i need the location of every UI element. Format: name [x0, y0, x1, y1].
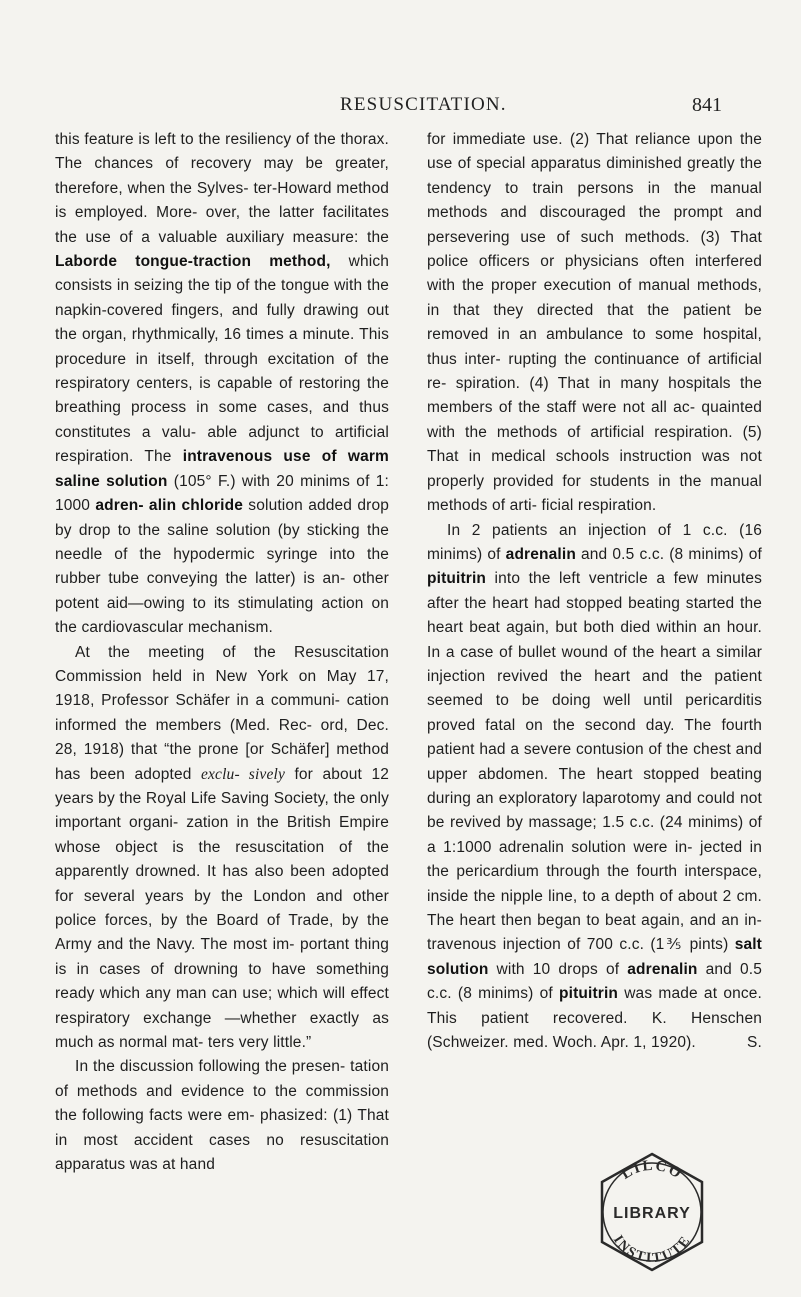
text-run: and 0.5 c.c. (8 minims) of — [427, 960, 762, 1003]
bold-term: pituitrin — [559, 985, 619, 1003]
stamp-top-text: LILCO — [618, 1157, 686, 1183]
paragraph-tongue-traction — [55, 128, 389, 641]
bold-term: intravenous use of warm saline solution — [55, 448, 389, 490]
stamp-center-text: LIBRARY — [613, 1205, 691, 1222]
text-run: solution added drop by drop to the saline solution (by sticking the needle of the hypodermic syringe into the rubber tube conveying the latter) is an- other potent aid—owing to its stimulating action on the cardiovascular mechanism. — [55, 497, 389, 637]
text-run: into the left ventricle a few minutes after the heart had stopped beating started the heart beat again, but both died within an hour. In a case of bullet wound of the heart a similar injection revived the heart and the patient seemed to be doing well until pericarditis proved fatal on the second day. The fourth patient had a severe contusion of the chest and upper abdomen. The heart stopped beating during an exploratory laparotomy and could not be revived by massage; 1.5 c.c. (24 minims) of a 1:1000 adrenalin solution were in- jected in the pericardium through the fourth interspace, inside the nipple line, to a depth of about 2 cm. The heart then began to beat again, and an in- travenous injection of 700 c.c. (1⅗ pints) — [427, 570, 762, 954]
text-run: with 10 drops of — [488, 960, 628, 978]
page-header — [0, 94, 801, 124]
bold-term: adrenalin — [505, 545, 576, 563]
bold-term: adrenalin — [627, 960, 698, 978]
bold-term: Laborde tongue-traction method, — [55, 253, 331, 271]
left-column — [55, 128, 389, 1177]
bold-term: pituitrin — [427, 570, 487, 588]
signature-initial: S. — [747, 1034, 762, 1052]
paragraph-resuscitation-commission — [55, 641, 389, 1056]
bold-term: adren- alin chloride — [95, 497, 244, 515]
text-run: this feature is left to the resiliency of the thorax. The chances of recovery may be greater, therefore, when the Sylves- ter-Howard method is employed. More- over, the latter facilitates the use of a valuable auxiliary measure: the — [55, 131, 389, 246]
paragraph-facts: for immediate use. (2) That reliance upon the use of special apparatus diminished greatly the tendency to train persons in the manual methods and discouraged the prompt and persevering use of such methods. (3) That police officers or physicians often interfered with the proper execution of manual methods, in that they directed that the patient be removed in an ambulance to some hospital, thus inter- rupting the continuance of artificial re- spiration. (4) That in many hospitals the members of the staff were not all ac- quainted with the methods of artificial respiration. (5) That in medical schools instruction was not properly provided for students in the manual methods of arti- ficial respiration. — [427, 131, 762, 515]
paragraph-discussion: In the discussion following the presen- tation of methods and evidence to the commission the following facts were em- phasized: (1) That in most accident cases no resuscitation apparatus was at hand — [55, 1058, 389, 1174]
text-run: (105° F.) with 20 minims of 1: 1000 — [55, 472, 389, 515]
running-head: RESUSCITATION. — [340, 94, 507, 115]
italic-term: exclu- sively — [201, 765, 285, 783]
text-run: At the meeting of the Resuscitation Commission held in New York on May 17, 1918, Professor Schäfer in a communi- cation informed the members (Med. Rec- ord, Dec. 28, 1918) that “the prone [or Schäfer] method has been adopted — [55, 643, 389, 783]
text-run: which consists in seizing the tip of the tongue with the napkin-covered fingers, and fully drawing out the organ, rhythmically, 16 times a minute. This procedure in itself, through excitation of the respiratory centers, is capable of restoring the breathing process in some cases, and thus constitutes a valu- able adjunct to artificial respiration. The — [55, 253, 389, 466]
page-number: 841 — [692, 94, 722, 116]
text-run: was made at once. This patient recovered. K. Henschen (Schweizer. med. Woch. Apr. 1, 1920). — [427, 985, 762, 1052]
text-run: for about 12 years by the Royal Life Saving Society, the only important organi- zation in the British Empire whose object is the resuscitation of the apparently drowned. It has also been adopted for several years by the London and other police forces, by the Board of Trade, by the Army and the Navy. The most im- portant thing is in cases of drowning to have something ready which any man can use; which will effect respiratory exchange —whether exactly as much as normal mat- ters very little.” — [55, 765, 389, 1052]
text-run: and 0.5 c.c. (8 minims) of — [575, 545, 762, 563]
stamp-bottom-text: INSTITUTE — [609, 1232, 695, 1267]
bold-term: salt solution — [427, 936, 762, 978]
text-run: In 2 patients an injection of 1 c.c. (16 minims) of — [427, 521, 762, 563]
library-stamp — [588, 1148, 716, 1276]
right-column — [427, 128, 762, 1055]
paragraph-adrenalin-cases — [427, 519, 762, 1056]
